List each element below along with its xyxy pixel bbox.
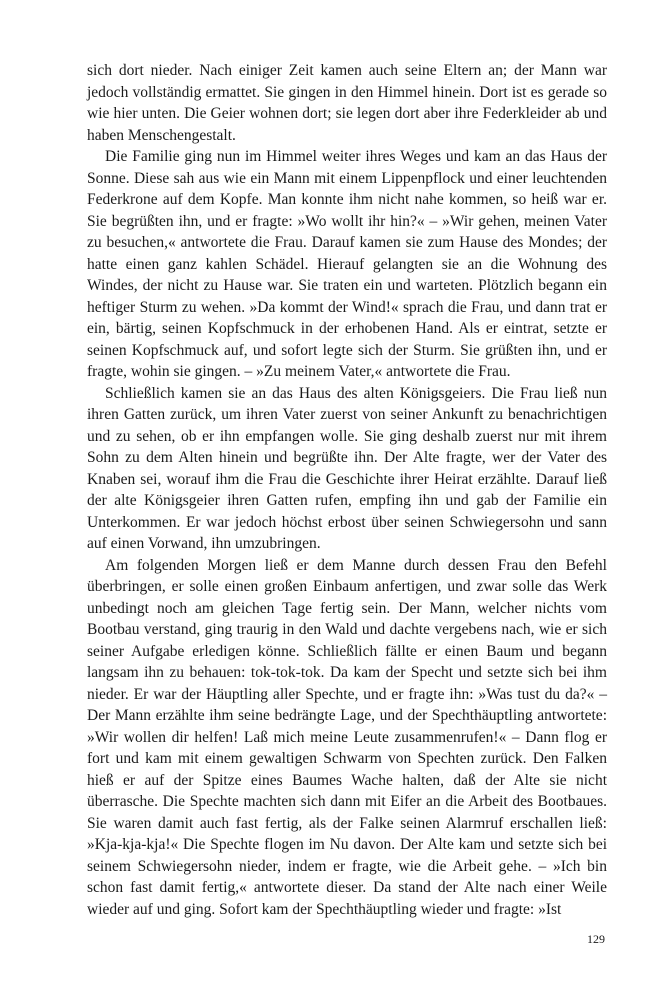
page-text <box>87 60 607 920</box>
paragraph-continuation: sich dort nieder. Nach einiger Zeit kamen auch seine Eltern an; der Mann war jedoch vollständig ermattet. Sie gingen in den Himmel hinein. Dort ist es gerade so wie hier unten. Die Geier wohnen dort; sie legen dort aber ihre Federkleider ab und haben Menschengestalt. <box>87 62 607 144</box>
page-number: 129 <box>587 932 605 946</box>
paragraph-king-vulture: Schließlich kamen sie an das Haus des alten Königsgeiers. Die Frau ließ nun ihren Gatten zurück, um ihren Vater zuerst von seiner Ankunft zu benachrichtigen und zu sehen, ob er ihn empfangen wolle. Sie ging deshalb zuerst nur mit ihrem Sohn zu dem Alten hinein und begrüßte ihn. Der Alte fragte, wer der Vater des Knaben sei, worauf ihm die Frau die Geschichte ihrer Heirat erzählte. Darauf ließ der alte Königsgeier ihren Gatten rufen, empfing ihn und gab der Familie ein Unterkommen. Er war jedoch höchst erbost über seinen Schwiegersohn und sann auf einen Vorwand, ihn umzubringen. <box>87 384 607 552</box>
paragraph-canoe-task: Am folgenden Morgen ließ er dem Manne durch dessen Frau den Befehl überbringen, er solle einen großen Einbaum anfertigen, und zwar solle das Werk unbedingt noch am gleichen Tage fertig sein. Der Mann, welcher nichts vom Bootbau verstand, ging traurig in den Wald und dachte vergebens nach, wie er sich seiner Aufgabe erledigen könne. Schließlich fällte er einen Baum und begann langsam ihn zu behauen: tok-tok-tok. Da kam der Specht und setzte sich bei ihm nieder. Er war der Häuptling aller Spechte, und er fragte ihn: »Was tust du da?« – Der Mann erzählte ihm seine bedrängte Lage, und der Spechthäuptling antwortete: »Wir wollen dir helfen! Laß mich meine Leute zusammenrufen!« – Dann flog er fort und kam mit einem gewaltigen Schwarm von Spechten zurück. Den Falken hieß er auf der Spitze eines Baumes Wache halten, daß der Alte sie nicht überrasche. Die Spechte machten sich dann mit Eifer an die Arbeit des Bootbaues. Sie waren damit auch fast fertig, als der Falke seinen Alarmruf erschallen ließ: »Kja-kja-kja!« Die Spechte flogen im Nu davon. Der Alte kam und setzte sich bei seinem Schwiegersohn nieder, indem er fragte, wie die Arbeit gehe. – »Ich bin schon fast damit fertig,« antwortete dieser. Da stand der Alte nach einer Weile wieder auf und ging. Sofort kam der Spechthäuptling wieder und fragte: »Ist <box>87 556 607 918</box>
paragraph-house-of-sun: Die Familie ging nun im Himmel weiter ihres Weges und kam an das Haus der Sonne. Diese sah aus wie ein Mann mit einem Lippenpflock und einer leuchtenden Federkrone auf dem Kopfe. Man konnte ihm nicht nahe kommen, so heiß war er. Sie begrüßten ihn, und er fragte: »Wo wollt ihr hin?« – »Wir gehen, meinen Vater zu besuchen,« antwortete die Frau. Darauf kamen sie zum Hause des Mondes; der hatte einen ganz kahlen Schädel. Hierauf gelangten sie an die Wohnung des Windes, der nicht zu Hause war. Sie traten ein und warteten. Plötzlich begann ein heftiger Sturm zu wehen. »Da kommt der Wind!« sprach die Frau, und dann trat er ein, bärtig, seinen Kopfschmuck in der erhobenen Hand. Als er eintrat, setzte er seinen Kopfschmuck auf, und sofort legte sich der Sturm. Sie grüßten ihn, und er fragte, wohin sie gingen. – »Zu meinem Vater,« antwortete die Frau. <box>87 148 607 380</box>
